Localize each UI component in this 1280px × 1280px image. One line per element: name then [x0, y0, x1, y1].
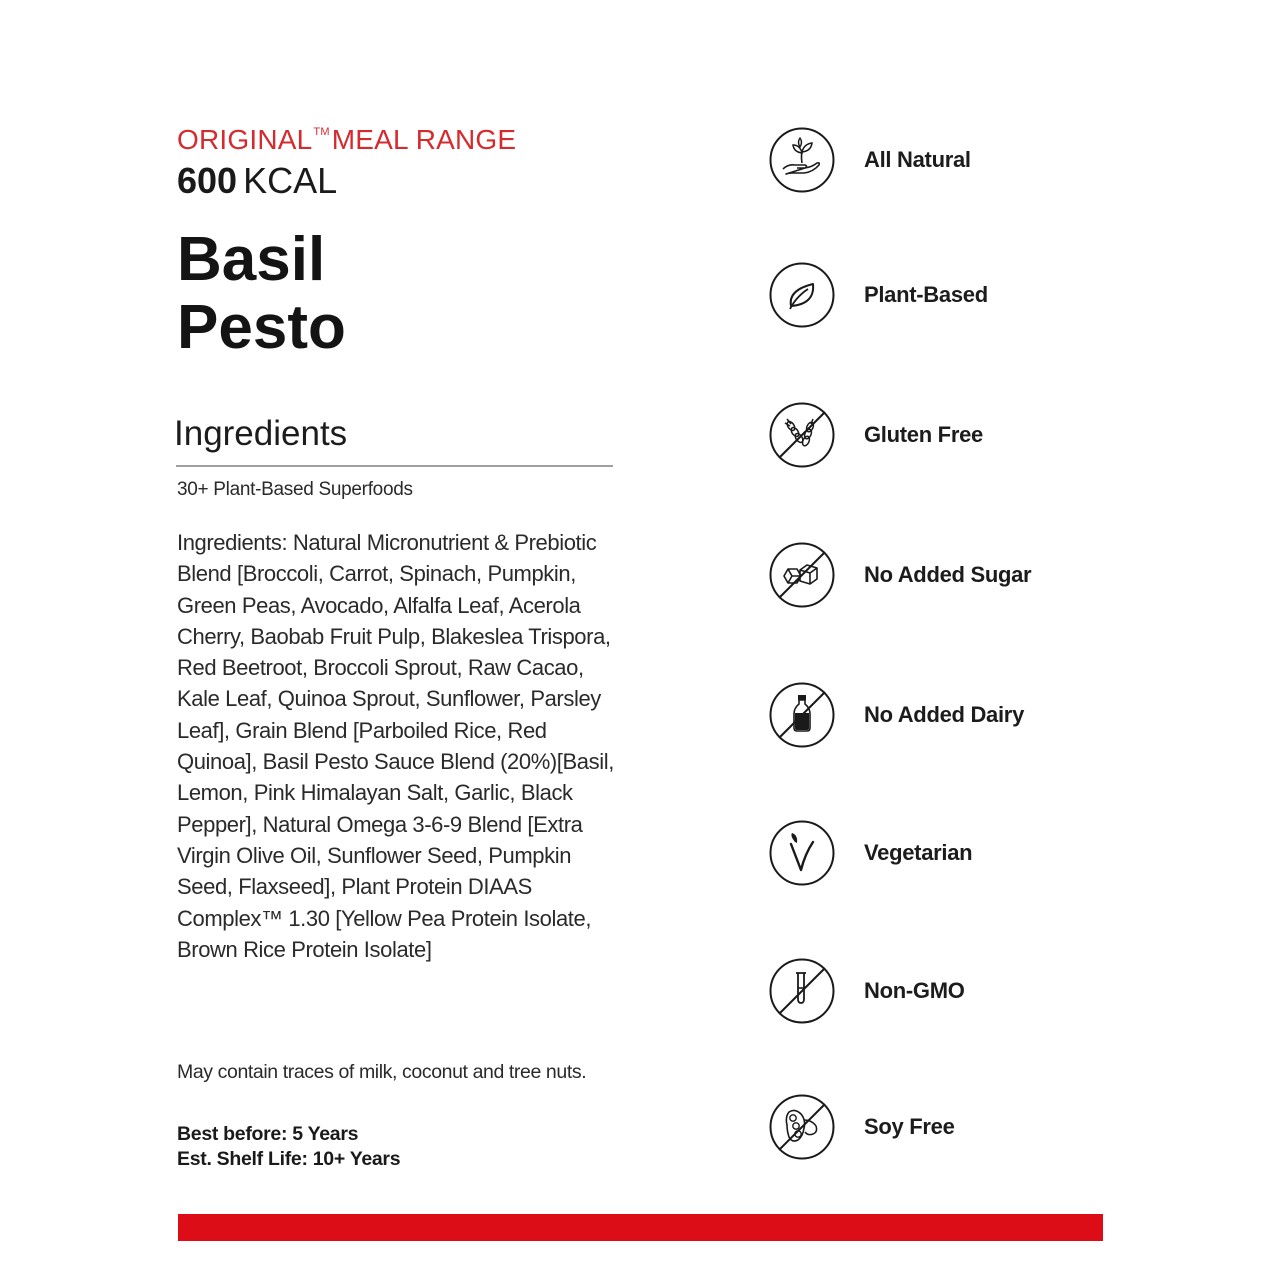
range-name: ORIGINAL: [177, 124, 313, 155]
ingredients-line: Red Beetroot, Broccoli Sprout, Raw Cacao,: [177, 655, 584, 681]
no-wheat-icon: [769, 402, 835, 468]
feature-no-added-dairy: [769, 681, 1024, 749]
no-sugar-cube-icon: [769, 542, 835, 608]
product-title-line1: Basil: [177, 225, 326, 294]
ingredients-line: Brown Rice Protein Isolate]: [177, 936, 432, 962]
feature-label: Soy Free: [864, 1114, 955, 1139]
feature-label: No Added Dairy: [864, 702, 1025, 727]
ingredients-line: Cherry, Baobab Fruit Pulp, Blakeslea Trispora,: [177, 623, 611, 649]
ingredients-line: Virgin Olive Oil, Sunflower Seed, Pumpkin: [177, 842, 572, 868]
feature-plant-based: [769, 261, 988, 329]
feature-soy-free: [769, 1093, 955, 1161]
feature-label: All Natural: [864, 147, 971, 172]
no-soybean-icon: [769, 1094, 835, 1160]
ingredients-line: Green Peas, Avocado, Alfalfa Leaf, Acerola: [177, 592, 581, 618]
ingredients-line: Kale Leaf, Quinoa Sprout, Sunflower, Parsley: [177, 686, 601, 712]
kcal-number: 600: [177, 160, 238, 201]
feature-label: Non-GMO: [864, 978, 965, 1003]
ingredients-line: Lemon, Pink Himalayan Salt, Garlic, Black: [177, 780, 573, 806]
shelf-info: [177, 1122, 400, 1172]
best-before: Best before: 5 Years: [177, 1123, 359, 1145]
calorie-label: [177, 160, 337, 202]
feature-non-gmo: [769, 957, 965, 1025]
feature-label: No Added Sugar: [864, 562, 1032, 587]
no-test-tube-icon: [769, 958, 835, 1024]
ingredients-list: [177, 527, 637, 965]
ingredients-line: Quinoa], Basil Pesto Sauce Blend (20%)[Basil,: [177, 749, 614, 775]
ingredients-line: Leaf], Grain Blend [Parboiled Rice, Red: [177, 717, 547, 743]
shelf-life: Est. Shelf Life: 10+ Years: [177, 1148, 401, 1170]
ingredients-line: Complex™ 1.30 [Yellow Pea Protein Isolate,: [177, 905, 592, 931]
trademark: TM: [313, 126, 330, 138]
feature-label: Vegetarian: [864, 840, 973, 865]
ingredients-line: Seed, Flaxseed], Plant Protein DIAAS: [177, 874, 532, 900]
meal-range-label: [177, 124, 516, 156]
range-suffix: MEAL RANGE: [331, 124, 517, 155]
ingredients-line: Blend [Broccoli, Carrot, Spinach, Pumpkin,: [177, 561, 576, 587]
product-title: [177, 226, 346, 362]
feature-vegetarian: [769, 819, 972, 887]
kcal-unit: KCAL: [243, 160, 338, 201]
hand-sprout-icon: [769, 127, 835, 193]
feature-all-natural: [769, 126, 971, 194]
no-milk-bottle-icon: [769, 682, 835, 748]
feature-label: Plant-Based: [864, 282, 988, 307]
ingredients-line: Pepper], Natural Omega 3-6-9 Blend [Extra: [177, 811, 583, 837]
brand-color-bar: [178, 1214, 1103, 1241]
leaf-icon: [769, 262, 835, 328]
feature-no-added-sugar: [769, 541, 1031, 609]
product-title-line2: Pesto: [177, 293, 346, 362]
ingredients-subheading: 30+ Plant-Based Superfoods: [177, 479, 413, 500]
vegetarian-v-icon: [769, 820, 835, 886]
feature-label: Gluten Free: [864, 422, 983, 447]
divider: [176, 465, 613, 467]
ingredients-line: Ingredients: Natural Micronutrient & Prebiotic: [177, 530, 597, 555]
allergen-note: May contain traces of milk, coconut and tree nuts.: [177, 1061, 587, 1083]
ingredients-heading: Ingredients: [174, 414, 348, 453]
feature-gluten-free: [769, 401, 983, 469]
